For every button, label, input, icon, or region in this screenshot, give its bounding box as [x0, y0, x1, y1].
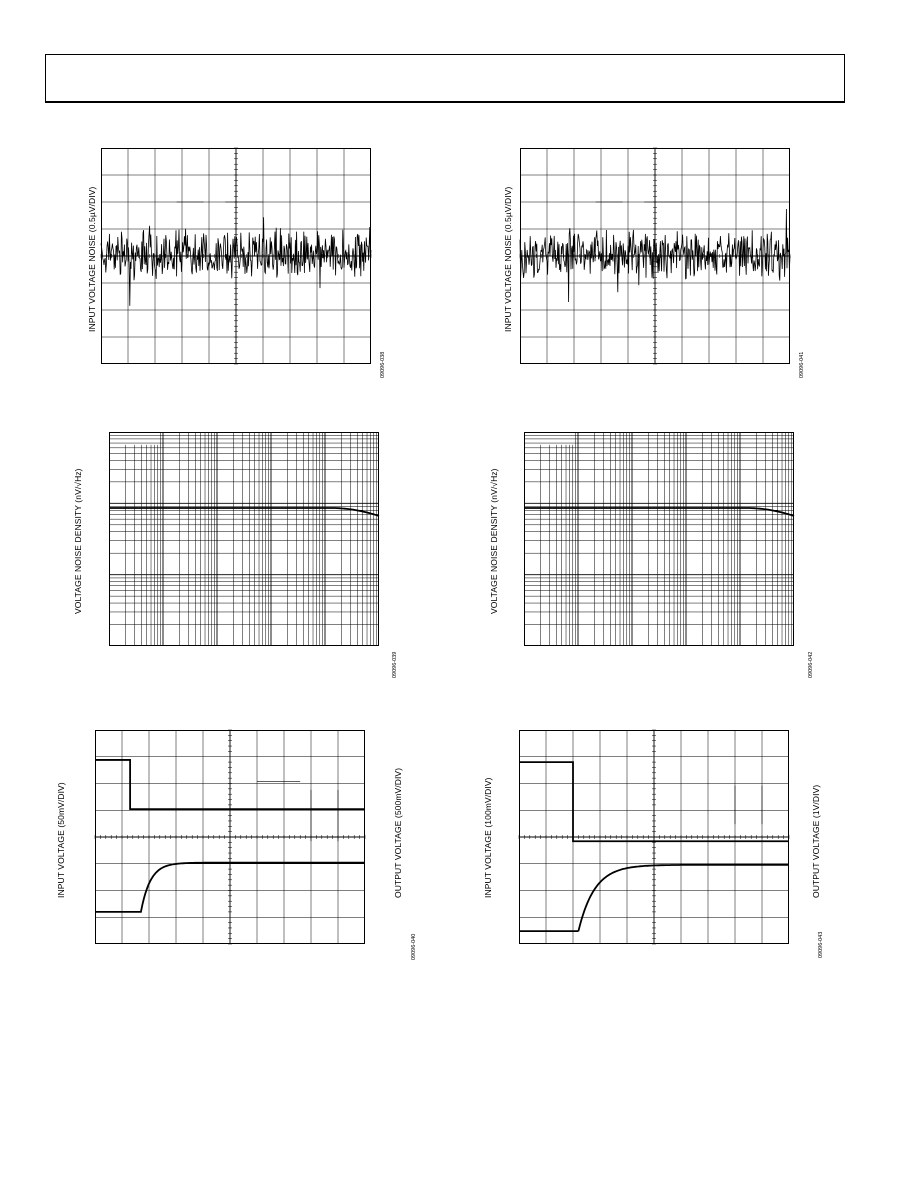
- step-plot-right-svg: [519, 730, 789, 944]
- density-trace: [109, 508, 379, 516]
- density-right-ylabel: VOLTAGE NOISE DENSITY (nV/√Hz): [489, 468, 499, 614]
- step-left-ylabel-input: INPUT VOLTAGE (50mV/DIV): [56, 782, 66, 898]
- density-trace: [524, 508, 794, 516]
- step-plot-left-svg: [95, 730, 365, 944]
- noise-plot-left: [101, 148, 371, 364]
- density-right-figure-number: 09096-042: [808, 651, 814, 678]
- noise-right-figure-number: 09096-041: [799, 351, 805, 378]
- noise-left-figure-number: 09096-038: [380, 351, 386, 378]
- step-right-ylabel-output: OUTPUT VOLTAGE (1V/DIV): [811, 784, 821, 898]
- step-plot-right: [519, 730, 789, 944]
- density-plot-left-svg: [109, 432, 379, 646]
- density-left-figure-number: 09096-039: [392, 651, 398, 678]
- page-header-box: [45, 54, 845, 103]
- density-plot-right-svg: [524, 432, 794, 646]
- noise-right-ylabel: INPUT VOLTAGE NOISE (0.5µV/DIV): [503, 186, 513, 332]
- density-left-ylabel: VOLTAGE NOISE DENSITY (nV/√Hz): [73, 468, 83, 614]
- step-left-figure-number: 09096-040: [411, 933, 417, 960]
- density-plot-left: [109, 432, 379, 646]
- step-left-ylabel-output: OUTPUT VOLTAGE (500mV/DIV): [393, 767, 403, 898]
- noise-plot-right-svg: [520, 148, 790, 364]
- step-right-ylabel-input: INPUT VOLTAGE (100mV/DIV): [483, 777, 493, 898]
- noise-left-ylabel: INPUT VOLTAGE NOISE (0.5µV/DIV): [87, 186, 97, 332]
- density-plot-right: [524, 432, 794, 646]
- step-plot-left: [95, 730, 365, 944]
- step-right-figure-number: 09096-043: [818, 931, 824, 958]
- plot-frame: [110, 433, 379, 646]
- plot-frame: [525, 433, 794, 646]
- noise-plot-right: [520, 148, 790, 364]
- noise-plot-left-svg: [101, 148, 371, 364]
